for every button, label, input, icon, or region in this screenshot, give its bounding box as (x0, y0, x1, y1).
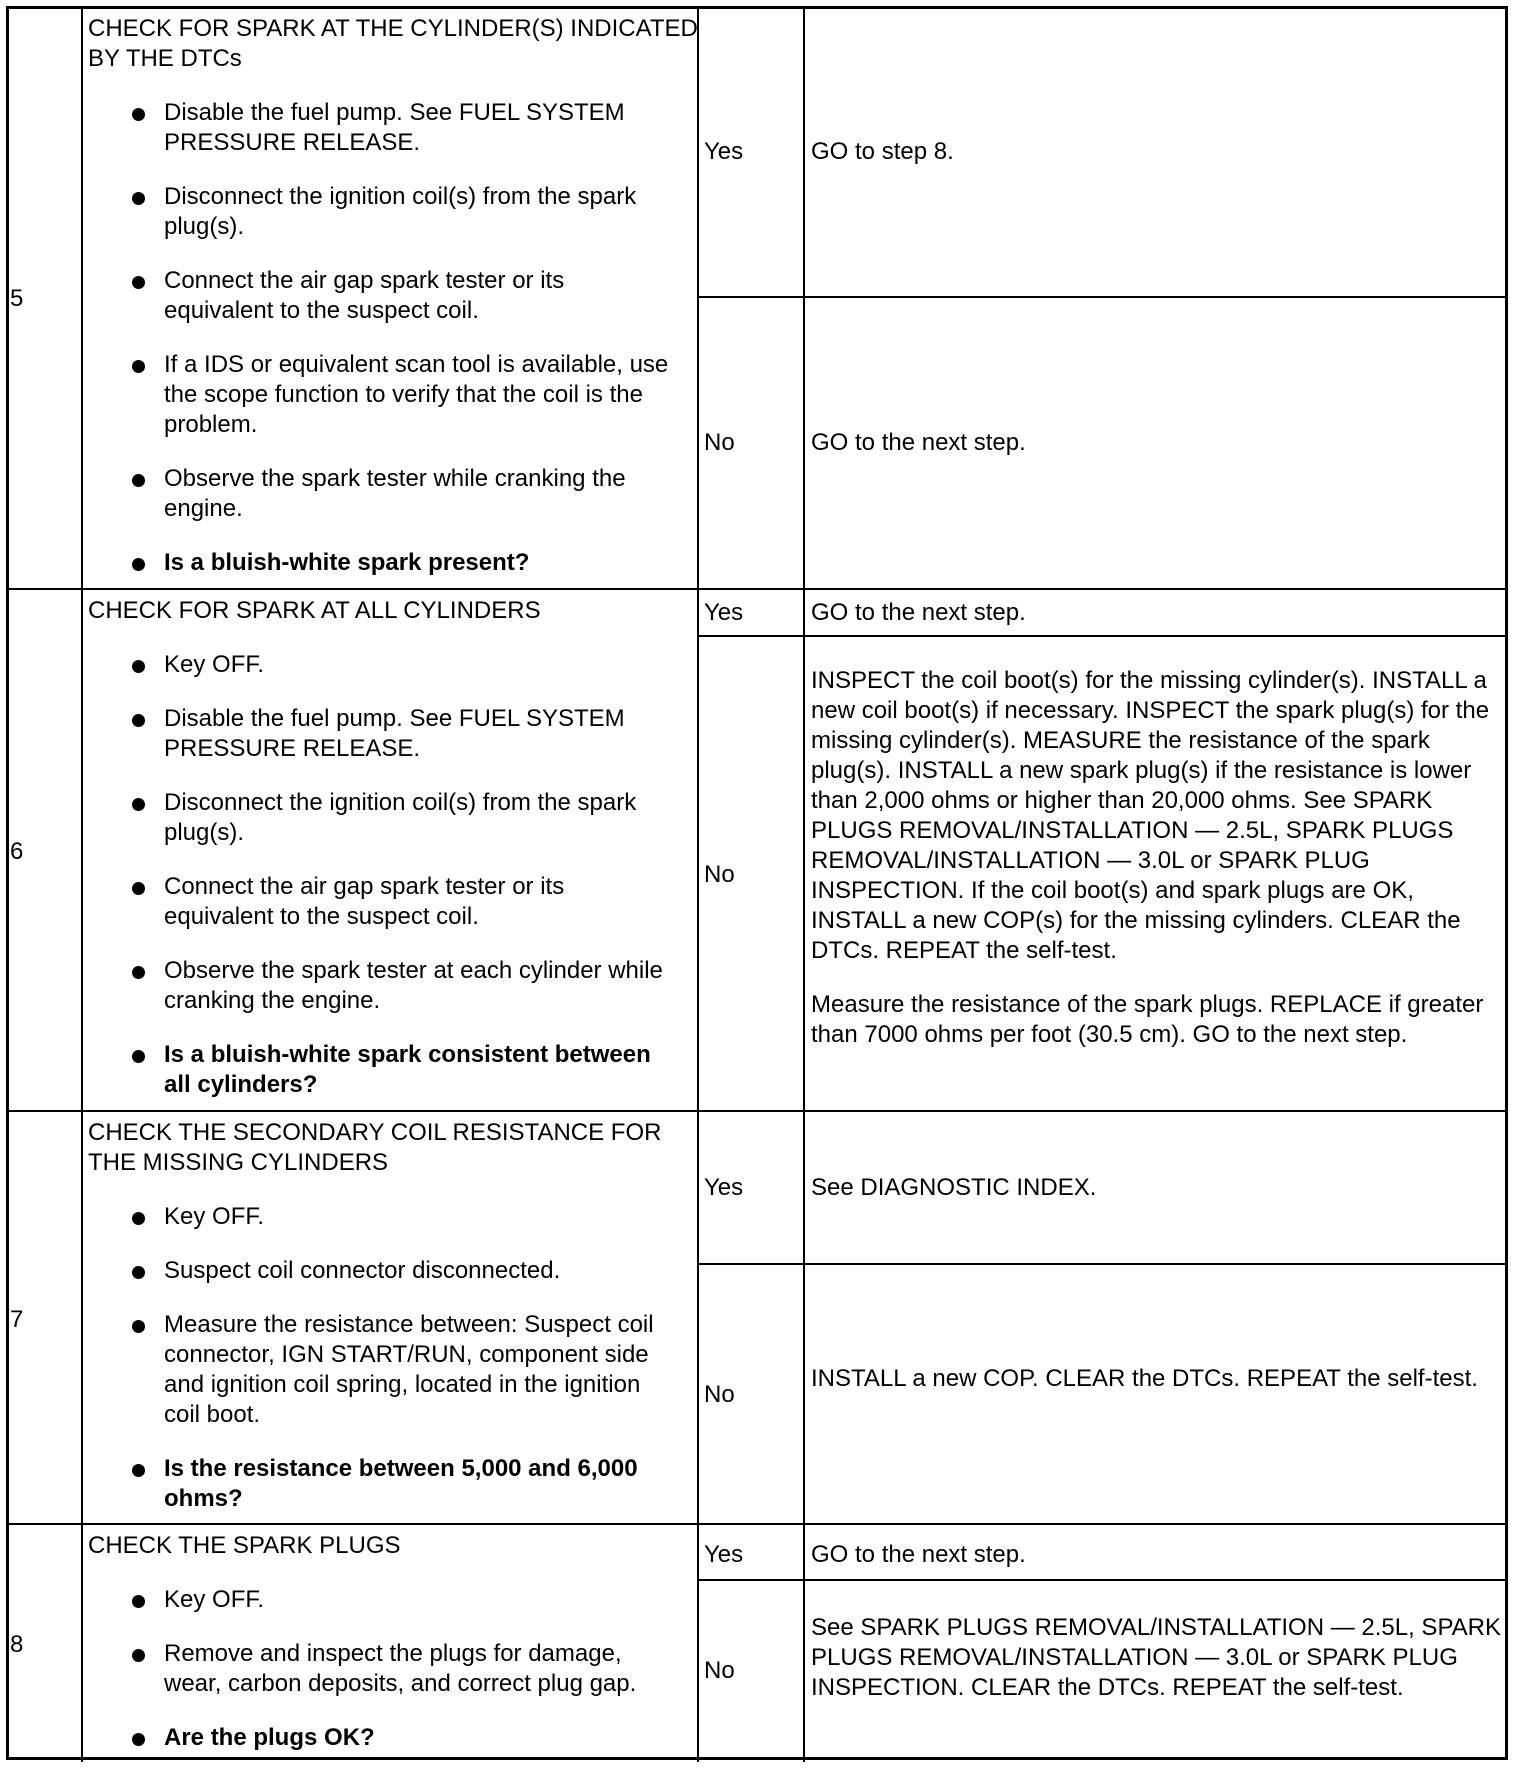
list-item (130, 1585, 680, 1615)
question-text: Are the plugs OK? (164, 1724, 375, 1751)
bullet-icon (132, 882, 145, 895)
step-title: CHECK THE SECONDARY COIL RESISTANCE FOR THE MISSING CYLINDERS (88, 1119, 662, 1176)
list-item-text: Suspect coil connector disconnected. (164, 1257, 561, 1284)
bullet-icon (132, 1464, 145, 1477)
yes-label: Yes (704, 1174, 744, 1201)
list-item (130, 788, 680, 848)
step-number: 7 (10, 1306, 24, 1333)
column-divider (803, 6, 805, 1762)
yes-label: Yes (704, 1541, 744, 1568)
bullet-icon (132, 1050, 145, 1063)
question-text: Is a bluish-white spark present? (164, 549, 530, 576)
yes-action: GO to the next step. (811, 599, 1026, 626)
list-item-text: If a IDS or equivalent scan tool is available, use the scope function to verify that the coil is the problem. (164, 351, 669, 438)
bullet-icon (132, 558, 145, 571)
list-item (130, 1256, 680, 1286)
bullet-icon (132, 1320, 145, 1333)
yes-label: Yes (704, 599, 744, 626)
list-item-text: Observe the spark tester at each cylinder while cranking the engine. (164, 957, 663, 1014)
bullet-icon (132, 1649, 145, 1662)
bullet-icon (132, 192, 145, 205)
yes-label: Yes (704, 138, 744, 165)
bullet-icon (132, 798, 145, 811)
list-item-text: Measure the resistance between: Suspect coil connector, IGN START/RUN, component side and ignition coil spring, located in the ignition coil boot. (164, 1311, 654, 1428)
list-item (130, 1310, 680, 1430)
list-item (130, 650, 680, 680)
list-item (130, 350, 680, 440)
step-title: CHECK THE SPARK PLUGS (88, 1532, 401, 1559)
no-label: No (704, 1657, 735, 1684)
no-action-paragraph: INSPECT the coil boot(s) for the missing cylinder(s). INSTALL a new coil boot(s) if necessary. INSPECT the spark plug(s) for the missing cylinder(s). MEASURE the resistance of the spark plug(s). INSTALL a new spark plug(s) if the resistance is lower than 2,000 ohms or higher than 20,000 ohms. See SPARK PLUGS REMOVAL/INSTALLATION — 2.5L, SPARK PLUGS REMOVAL/INSTALLATION — 3.0L or SPARK PLUG INSPECTION. If the coil boot(s) and spark plugs are OK, INSTALL a new COP(s) for the missing cylinders. CLEAR the DTCs. REPEAT the self-test. (811, 667, 1490, 964)
bullet-icon (132, 474, 145, 487)
list-item-text: Disconnect the ignition coil(s) from the spark plug(s). (164, 183, 637, 240)
yes-action: GO to step 8. (811, 138, 954, 165)
list-item (130, 872, 680, 932)
bullet-icon (132, 360, 145, 373)
step-title: CHECK FOR SPARK AT ALL CYLINDERS (88, 597, 541, 624)
bullet-icon (132, 1266, 145, 1279)
step-question (130, 1040, 680, 1100)
no-action: GO to the next step. (811, 429, 1026, 456)
yes-no-divider (697, 635, 1508, 637)
list-item-text: Key OFF. (164, 1203, 265, 1230)
list-item-text: Remove and inspect the plugs for damage, wear, carbon deposits, and correct plug gap. (164, 1640, 637, 1697)
list-item-text: Key OFF. (164, 1586, 265, 1613)
bullet-icon (132, 276, 145, 289)
bullet-icon (132, 966, 145, 979)
list-item-text: Connect the air gap spark tester or its equivalent to the suspect coil. (164, 873, 565, 930)
bullet-icon (132, 1595, 145, 1608)
question-text: Is the resistance between 5,000 and 6,000 ohms? (164, 1455, 638, 1512)
no-action-paragraph: Measure the resistance of the spark plugs. REPLACE if greater than 7000 ohms per foot (30.5 cm). GO to the next step. (811, 991, 1484, 1048)
step-number: 5 (10, 285, 24, 312)
bullet-icon (132, 660, 145, 673)
list-item-text: Disconnect the ignition coil(s) from the spark plug(s). (164, 789, 637, 846)
no-label: No (704, 429, 735, 456)
yes-action: GO to the next step. (811, 1541, 1026, 1568)
yes-no-divider (697, 1263, 1508, 1265)
question-text: Is a bluish-white spark consistent between all cylinders? (164, 1041, 651, 1098)
step-checklist (130, 1202, 680, 1538)
no-label: No (704, 861, 735, 888)
bullet-icon (132, 1733, 145, 1746)
list-item-text: Disable the fuel pump. See FUEL SYSTEM PRESSURE RELEASE. (164, 705, 625, 762)
bullet-icon (132, 1212, 145, 1225)
column-divider (81, 6, 83, 1762)
list-item (130, 98, 680, 158)
list-item (130, 182, 680, 242)
list-item (130, 1639, 680, 1699)
list-item-text: Key OFF. (164, 651, 265, 678)
list-item (130, 956, 680, 1016)
yes-no-divider (697, 296, 1508, 298)
step-question (130, 1454, 680, 1514)
list-item-text: Observe the spark tester while cranking the engine. (164, 465, 626, 522)
list-item (130, 1202, 680, 1232)
bullet-icon (132, 108, 145, 121)
no-action: INSTALL a new COP. CLEAR the DTCs. REPEAT the self-test. (811, 1365, 1478, 1392)
yes-no-divider (697, 1579, 1508, 1581)
bullet-icon (132, 714, 145, 727)
list-item-text: Disable the fuel pump. See FUEL SYSTEM PRESSURE RELEASE. (164, 99, 625, 156)
step-question (130, 548, 680, 578)
column-divider (697, 6, 699, 1762)
step-title: CHECK FOR SPARK AT THE CYLINDER(S) INDICATED BY THE DTCs (88, 15, 698, 72)
list-item (130, 266, 680, 326)
step-checklist (130, 98, 680, 602)
list-item (130, 704, 680, 764)
no-label: No (704, 1381, 735, 1408)
no-action: See SPARK PLUGS REMOVAL/INSTALLATION — 2.5L, SPARK PLUGS REMOVAL/INSTALLATION — 3.0L or SPARK PLUG INSPECTION. CLEAR the DTCs. REPEAT the self-test. (811, 1614, 1502, 1701)
yes-action: See DIAGNOSTIC INDEX. (811, 1174, 1097, 1201)
list-item-text: Connect the air gap spark tester or its equivalent to the suspect coil. (164, 267, 565, 324)
step-checklist (130, 1585, 680, 1777)
step-question (130, 1723, 680, 1753)
no-action (811, 666, 1501, 1074)
list-item (130, 464, 680, 524)
step-number: 8 (10, 1631, 24, 1658)
step-checklist (130, 650, 680, 1124)
step-number: 6 (10, 838, 24, 865)
